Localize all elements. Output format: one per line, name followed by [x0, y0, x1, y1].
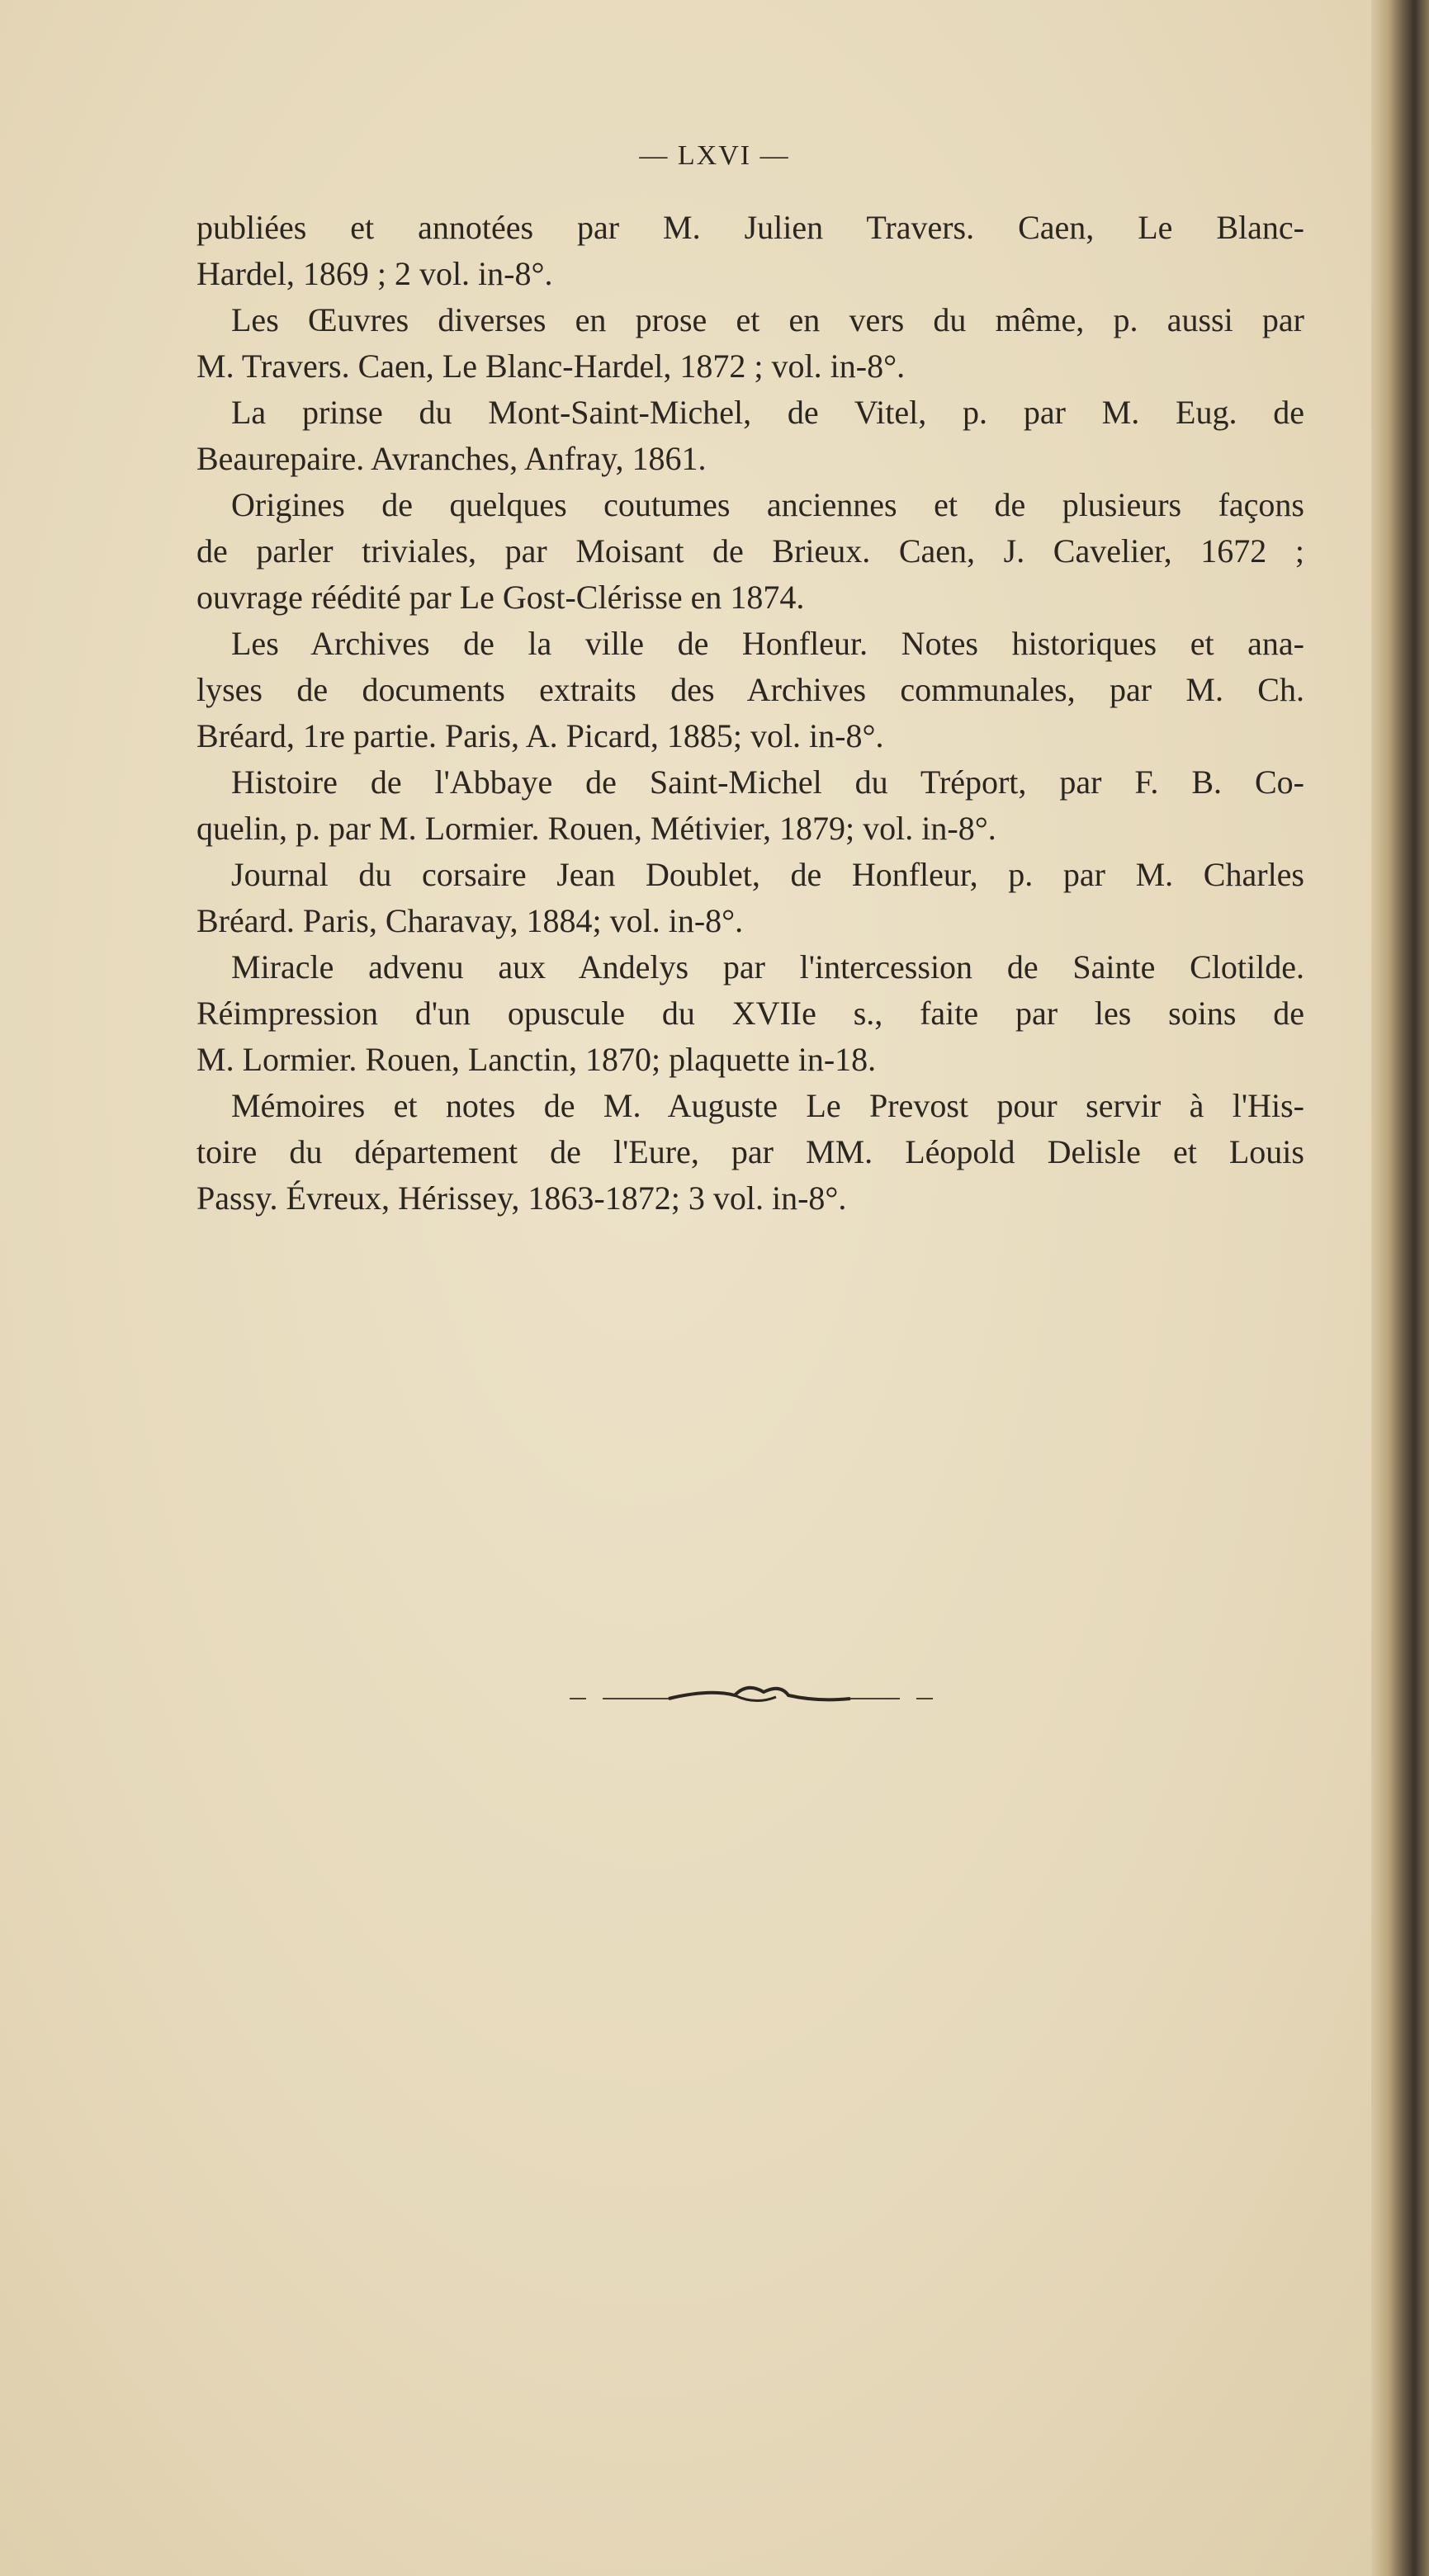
text-line: quelin, p. par M. Lormier. Rouen, Métivier, 1879; vol. in-8°.: [196, 810, 996, 847]
page-number-header: — LXVI —: [639, 140, 790, 171]
text-line: Histoire de l'Abbaye de Saint-Michel du Tréport, par F. B. Co-: [231, 763, 1304, 801]
text-line: Bréard, 1re partie. Paris, A. Picard, 1885; vol. in-8°.: [196, 717, 884, 754]
bibliography-entry: [196, 297, 1304, 390]
text-line: Réimpression d'un opuscule du XVIIe s., faite par les soins de: [196, 995, 1304, 1032]
text-line: publiées et annotées par M. Julien Travers. Caen, Le Blanc-: [196, 209, 1304, 246]
bibliography-entry: [196, 852, 1304, 944]
text-line: M. Lormier. Rouen, Lanctin, 1870; plaquette in-18.: [196, 1041, 877, 1078]
text-line: Origines de quelques coutumes anciennes et de plusieurs façons: [231, 486, 1304, 523]
bibliography-entry: [196, 390, 1304, 482]
text-line: Passy. Évreux, Hérissey, 1863-1872; 3 vol. in-8°.: [196, 1179, 847, 1217]
bibliography-entry: [196, 621, 1304, 759]
text-line: ouvrage réédité par Le Gost-Clérisse en 1874.: [196, 579, 805, 616]
bibliography-entry: [196, 944, 1304, 1083]
closing-ornament-icon: [570, 1680, 941, 1710]
text-line: Mémoires et notes de M. Auguste Le Prevost pour servir à l'His-: [231, 1087, 1304, 1124]
bibliography-text: [196, 205, 1304, 1222]
text-line: toire du département de l'Eure, par MM. Léopold Delisle et Louis: [196, 1133, 1304, 1170]
bibliography-entry: [196, 482, 1304, 621]
text-line: de parler triviales, par Moisant de Brieux. Caen, J. Cavelier, 1672 ;: [196, 532, 1304, 570]
text-line: Miracle advenu aux Andelys par l'intercession de Sainte Clotilde.: [231, 948, 1304, 985]
bibliography-entry: [196, 205, 1304, 297]
bibliography-entry: [196, 1083, 1304, 1222]
text-line: Hardel, 1869 ; 2 vol. in-8°.: [196, 255, 553, 292]
text-line: Les Archives de la ville de Honfleur. Notes historiques et ana-: [231, 625, 1304, 662]
text-line: M. Travers. Caen, Le Blanc-Hardel, 1872 ; vol. in-8°.: [196, 347, 906, 385]
text-line: Journal du corsaire Jean Doublet, de Honfleur, p. par M. Charles: [231, 856, 1304, 893]
bibliography-entry: [196, 759, 1304, 852]
text-line: lyses de documents extraits des Archives communales, par M. Ch.: [196, 671, 1304, 708]
text-line: Les Œuvres diverses en prose et en vers du même, p. aussi par: [231, 301, 1304, 338]
text-line: La prinse du Mont-Saint-Michel, de Vitel, p. par M. Eug. de: [231, 394, 1304, 431]
text-line: Bréard. Paris, Charavay, 1884; vol. in-8°.: [196, 902, 744, 939]
book-binding-edge: [1371, 0, 1429, 2576]
text-line: Beaurepaire. Avranches, Anfray, 1861.: [196, 440, 707, 477]
